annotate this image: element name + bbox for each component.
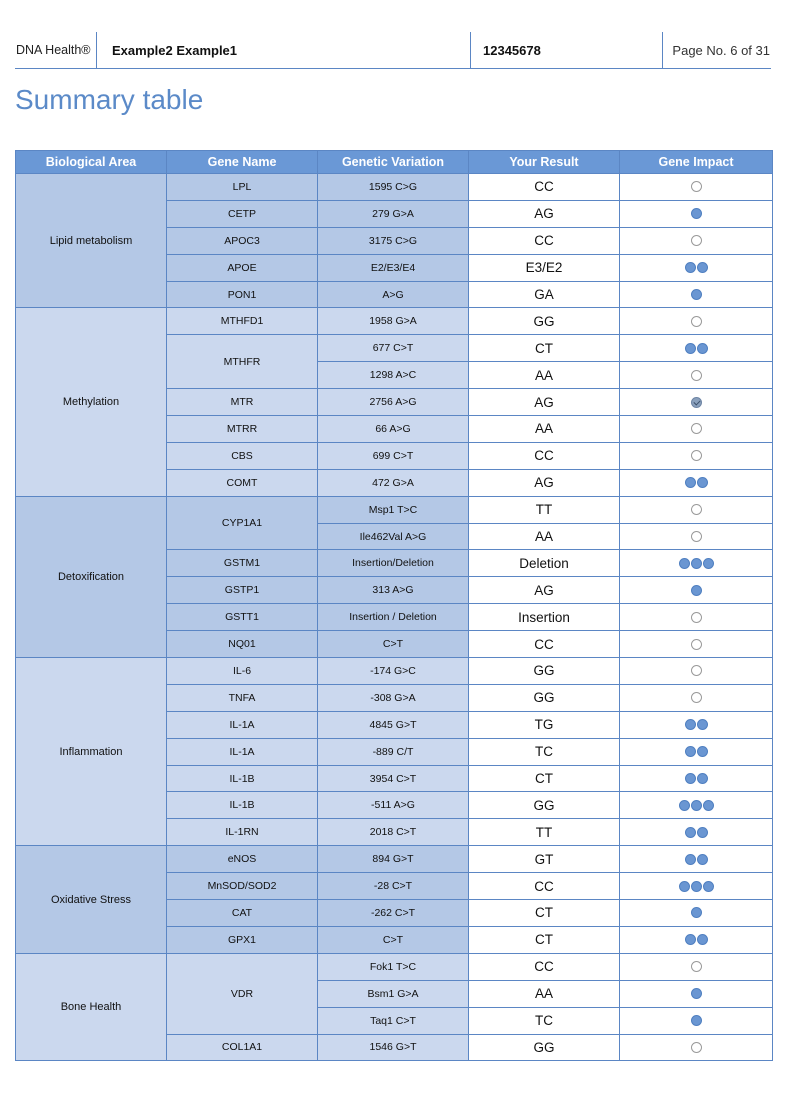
gene-name-cell: MTHFD1: [167, 308, 318, 335]
gene-impact-cell: [620, 416, 773, 443]
gene-impact-cell: [620, 308, 773, 335]
genetic-variation-cell: Taq1 C>T: [318, 1007, 469, 1034]
filled-circle-icon: [691, 585, 702, 596]
gene-name-cell: IL-1A: [167, 711, 318, 738]
column-header-genetic-variation: Genetic Variation: [318, 151, 469, 174]
genetic-variation-cell: 1298 A>C: [318, 362, 469, 389]
filled-circle-icon: [685, 262, 696, 273]
empty-circle-icon: [691, 423, 702, 434]
genetic-variation-cell: 3954 C>T: [318, 765, 469, 792]
result-cell: AG: [469, 389, 620, 416]
patient-id: 12345678: [483, 43, 541, 58]
result-cell: AA: [469, 523, 620, 550]
empty-circle-icon: [691, 235, 702, 246]
table-body: [16, 174, 773, 1061]
gene-name-cell: PON1: [167, 281, 318, 308]
genetic-variation-cell: Insertion / Deletion: [318, 604, 469, 631]
filled-circle-icon: [679, 558, 690, 569]
genetic-variation-cell: -262 C>T: [318, 900, 469, 927]
filled-circle-icon: [697, 719, 708, 730]
empty-circle-icon: [691, 612, 702, 623]
genetic-variation-cell: Ile462Val A>G: [318, 523, 469, 550]
genetic-variation-cell: 1595 C>G: [318, 174, 469, 201]
column-header-biological-area: Biological Area: [16, 151, 167, 174]
result-cell: CC: [469, 227, 620, 254]
gene-impact-cell: [620, 200, 773, 227]
gene-impact-cell: [620, 658, 773, 685]
biological-area-cell: Inflammation: [16, 658, 167, 846]
empty-circle-icon: [691, 692, 702, 703]
result-cell: CC: [469, 631, 620, 658]
column-header-your-result: Your Result: [469, 151, 620, 174]
genetic-variation-cell: -511 A>G: [318, 792, 469, 819]
gene-name-cell: IL-1RN: [167, 819, 318, 846]
genetic-variation-cell: 3175 C>G: [318, 227, 469, 254]
header-divider: [662, 32, 663, 68]
gene-impact-cell: [620, 227, 773, 254]
page-header: [15, 32, 771, 69]
result-cell: GT: [469, 846, 620, 873]
gene-impact-cell: [620, 819, 773, 846]
gene-name-cell: COMT: [167, 469, 318, 496]
filled-circle-icon: [691, 289, 702, 300]
table-row: [16, 846, 773, 873]
filled-circle-icon: [697, 773, 708, 784]
empty-circle-icon: [691, 1042, 702, 1053]
gene-impact-cell: [620, 684, 773, 711]
genetic-variation-cell: Insertion/Deletion: [318, 550, 469, 577]
genetic-variation-cell: C>T: [318, 926, 469, 953]
empty-circle-icon: [691, 531, 702, 542]
genetic-variation-cell: -28 C>T: [318, 873, 469, 900]
gene-name-cell: eNOS: [167, 846, 318, 873]
gene-impact-cell: [620, 873, 773, 900]
result-cell: CT: [469, 335, 620, 362]
result-cell: AA: [469, 416, 620, 443]
filled-circle-icon: [697, 477, 708, 488]
filled-circle-icon: [697, 343, 708, 354]
empty-circle-icon: [691, 181, 702, 192]
table-header-row: [16, 151, 773, 174]
gene-name-cell: APOE: [167, 254, 318, 281]
column-header-gene-impact: Gene Impact: [620, 151, 773, 174]
result-cell: TT: [469, 819, 620, 846]
gene-name-cell: IL-1B: [167, 765, 318, 792]
filled-circle-icon: [691, 208, 702, 219]
filled-circle-icon: [685, 477, 696, 488]
gene-impact-cell: [620, 523, 773, 550]
genetic-variation-cell: C>T: [318, 631, 469, 658]
genetic-variation-cell: 894 G>T: [318, 846, 469, 873]
result-cell: Insertion: [469, 604, 620, 631]
result-cell: CC: [469, 174, 620, 201]
filled-circle-icon: [685, 719, 696, 730]
column-header-gene-name: Gene Name: [167, 151, 318, 174]
filled-circle-icon: [703, 881, 714, 892]
table-row: [16, 308, 773, 335]
gene-impact-cell: [620, 496, 773, 523]
gene-name-cell: GSTT1: [167, 604, 318, 631]
filled-circle-icon: [697, 854, 708, 865]
gene-impact-cell: [620, 469, 773, 496]
table-row: [16, 953, 773, 980]
filled-circle-icon: [679, 881, 690, 892]
result-cell: AG: [469, 469, 620, 496]
gene-impact-cell: [620, 953, 773, 980]
page-number: Page No. 6 of 31: [672, 43, 770, 58]
genetic-variation-cell: A>G: [318, 281, 469, 308]
result-cell: GA: [469, 281, 620, 308]
biological-area-cell: Detoxification: [16, 496, 167, 657]
genetic-variation-cell: 2018 C>T: [318, 819, 469, 846]
filled-circle-icon: [691, 558, 702, 569]
gene-name-cell: GPX1: [167, 926, 318, 953]
genetic-variation-cell: -174 G>C: [318, 658, 469, 685]
gene-name-cell: GSTP1: [167, 577, 318, 604]
gene-name-cell: NQ01: [167, 631, 318, 658]
gene-name-cell: CETP: [167, 200, 318, 227]
result-cell: TC: [469, 1007, 620, 1034]
biological-area-cell: Methylation: [16, 308, 167, 496]
genetic-variation-cell: E2/E3/E4: [318, 254, 469, 281]
gene-name-cell: IL-1A: [167, 738, 318, 765]
gene-impact-cell: [620, 631, 773, 658]
patient-name: Example2 Example1: [112, 43, 238, 58]
gene-impact-cell: [620, 577, 773, 604]
result-cell: GG: [469, 792, 620, 819]
result-cell: AA: [469, 980, 620, 1007]
genetic-variation-cell: 279 G>A: [318, 200, 469, 227]
gene-name-cell: IL-6: [167, 658, 318, 685]
result-cell: CC: [469, 873, 620, 900]
gene-name-cell: MTR: [167, 389, 318, 416]
genetic-variation-cell: 313 A>G: [318, 577, 469, 604]
gene-impact-cell: [620, 900, 773, 927]
filled-circle-icon: [685, 343, 696, 354]
filled-circle-icon: [685, 746, 696, 757]
result-cell: Deletion: [469, 550, 620, 577]
gene-impact-cell: [620, 765, 773, 792]
gene-impact-cell: [620, 335, 773, 362]
genetic-variation-cell: Msp1 T>C: [318, 496, 469, 523]
gene-name-cell: GSTM1: [167, 550, 318, 577]
result-cell: CT: [469, 900, 620, 927]
gene-impact-cell: [620, 442, 773, 469]
genetic-variation-cell: -889 C/T: [318, 738, 469, 765]
gene-impact-cell: [620, 926, 773, 953]
gene-impact-cell: [620, 550, 773, 577]
gene-name-cell: TNFA: [167, 684, 318, 711]
gene-name-cell: CYP1A1: [167, 496, 318, 550]
biological-area-cell: Oxidative Stress: [16, 846, 167, 954]
genetic-variation-cell: 472 G>A: [318, 469, 469, 496]
genetic-variation-cell: 699 C>T: [318, 442, 469, 469]
result-cell: CT: [469, 926, 620, 953]
filled-circle-icon: [685, 934, 696, 945]
filled-circle-icon: [691, 907, 702, 918]
gene-impact-cell: [620, 389, 773, 416]
gene-name-cell: LPL: [167, 174, 318, 201]
genetic-variation-cell: Bsm1 G>A: [318, 980, 469, 1007]
filled-circle-icon: [679, 800, 690, 811]
gene-impact-cell: [620, 362, 773, 389]
gene-impact-cell: [620, 711, 773, 738]
gene-name-cell: MTRR: [167, 416, 318, 443]
result-cell: CC: [469, 442, 620, 469]
gene-name-cell: CAT: [167, 900, 318, 927]
result-cell: E3/E2: [469, 254, 620, 281]
filled-circle-icon: [691, 800, 702, 811]
genetic-variation-cell: 1958 G>A: [318, 308, 469, 335]
header-divider: [96, 32, 97, 68]
gene-impact-cell: [620, 174, 773, 201]
gene-impact-cell: [620, 604, 773, 631]
result-cell: GG: [469, 684, 620, 711]
empty-circle-icon: [691, 639, 702, 650]
brand-name: DNA Health®: [16, 43, 91, 57]
gene-name-cell: CBS: [167, 442, 318, 469]
gene-impact-cell: [620, 1034, 773, 1061]
result-cell: AG: [469, 200, 620, 227]
genetic-variation-cell: -308 G>A: [318, 684, 469, 711]
gene-impact-cell: [620, 792, 773, 819]
table-row: [16, 658, 773, 685]
result-cell: AG: [469, 577, 620, 604]
filled-circle-icon: [697, 746, 708, 757]
result-cell: TC: [469, 738, 620, 765]
gene-impact-cell: [620, 980, 773, 1007]
result-cell: TG: [469, 711, 620, 738]
filled-circle-icon: [703, 558, 714, 569]
biological-area-cell: Bone Health: [16, 953, 167, 1061]
gene-impact-cell: [620, 1007, 773, 1034]
biological-area-cell: Lipid metabolism: [16, 174, 167, 308]
filled-circle-icon: [691, 881, 702, 892]
gene-impact-cell: [620, 738, 773, 765]
empty-circle-icon: [691, 665, 702, 676]
gene-impact-cell: [620, 281, 773, 308]
genetic-variation-cell: 677 C>T: [318, 335, 469, 362]
gene-name-cell: MnSOD/SOD2: [167, 873, 318, 900]
gene-impact-cell: [620, 846, 773, 873]
filled-circle-icon: [697, 934, 708, 945]
genetic-variation-cell: 1546 G>T: [318, 1034, 469, 1061]
result-cell: GG: [469, 658, 620, 685]
checked-circle-icon: [691, 397, 702, 408]
result-cell: AA: [469, 362, 620, 389]
gene-name-cell: IL-1B: [167, 792, 318, 819]
table-row: [16, 496, 773, 523]
filled-circle-icon: [685, 827, 696, 838]
filled-circle-icon: [703, 800, 714, 811]
empty-circle-icon: [691, 316, 702, 327]
genetic-variation-cell: 66 A>G: [318, 416, 469, 443]
empty-circle-icon: [691, 961, 702, 972]
gene-name-cell: MTHFR: [167, 335, 318, 389]
result-cell: TT: [469, 496, 620, 523]
empty-circle-icon: [691, 504, 702, 515]
header-divider: [470, 32, 471, 68]
filled-circle-icon: [691, 988, 702, 999]
summary-table: [15, 150, 773, 1061]
result-cell: CT: [469, 765, 620, 792]
result-cell: GG: [469, 1034, 620, 1061]
filled-circle-icon: [685, 854, 696, 865]
empty-circle-icon: [691, 450, 702, 461]
filled-circle-icon: [685, 773, 696, 784]
table-row: [16, 174, 773, 201]
empty-circle-icon: [691, 370, 702, 381]
result-cell: GG: [469, 308, 620, 335]
filled-circle-icon: [691, 1015, 702, 1026]
filled-circle-icon: [697, 827, 708, 838]
genetic-variation-cell: Fok1 T>C: [318, 953, 469, 980]
gene-impact-cell: [620, 254, 773, 281]
gene-name-cell: VDR: [167, 953, 318, 1034]
page-title: Summary table: [15, 84, 204, 115]
genetic-variation-cell: 4845 G>T: [318, 711, 469, 738]
result-cell: CC: [469, 953, 620, 980]
genetic-variation-cell: 2756 A>G: [318, 389, 469, 416]
filled-circle-icon: [697, 262, 708, 273]
gene-name-cell: COL1A1: [167, 1034, 318, 1061]
gene-name-cell: APOC3: [167, 227, 318, 254]
